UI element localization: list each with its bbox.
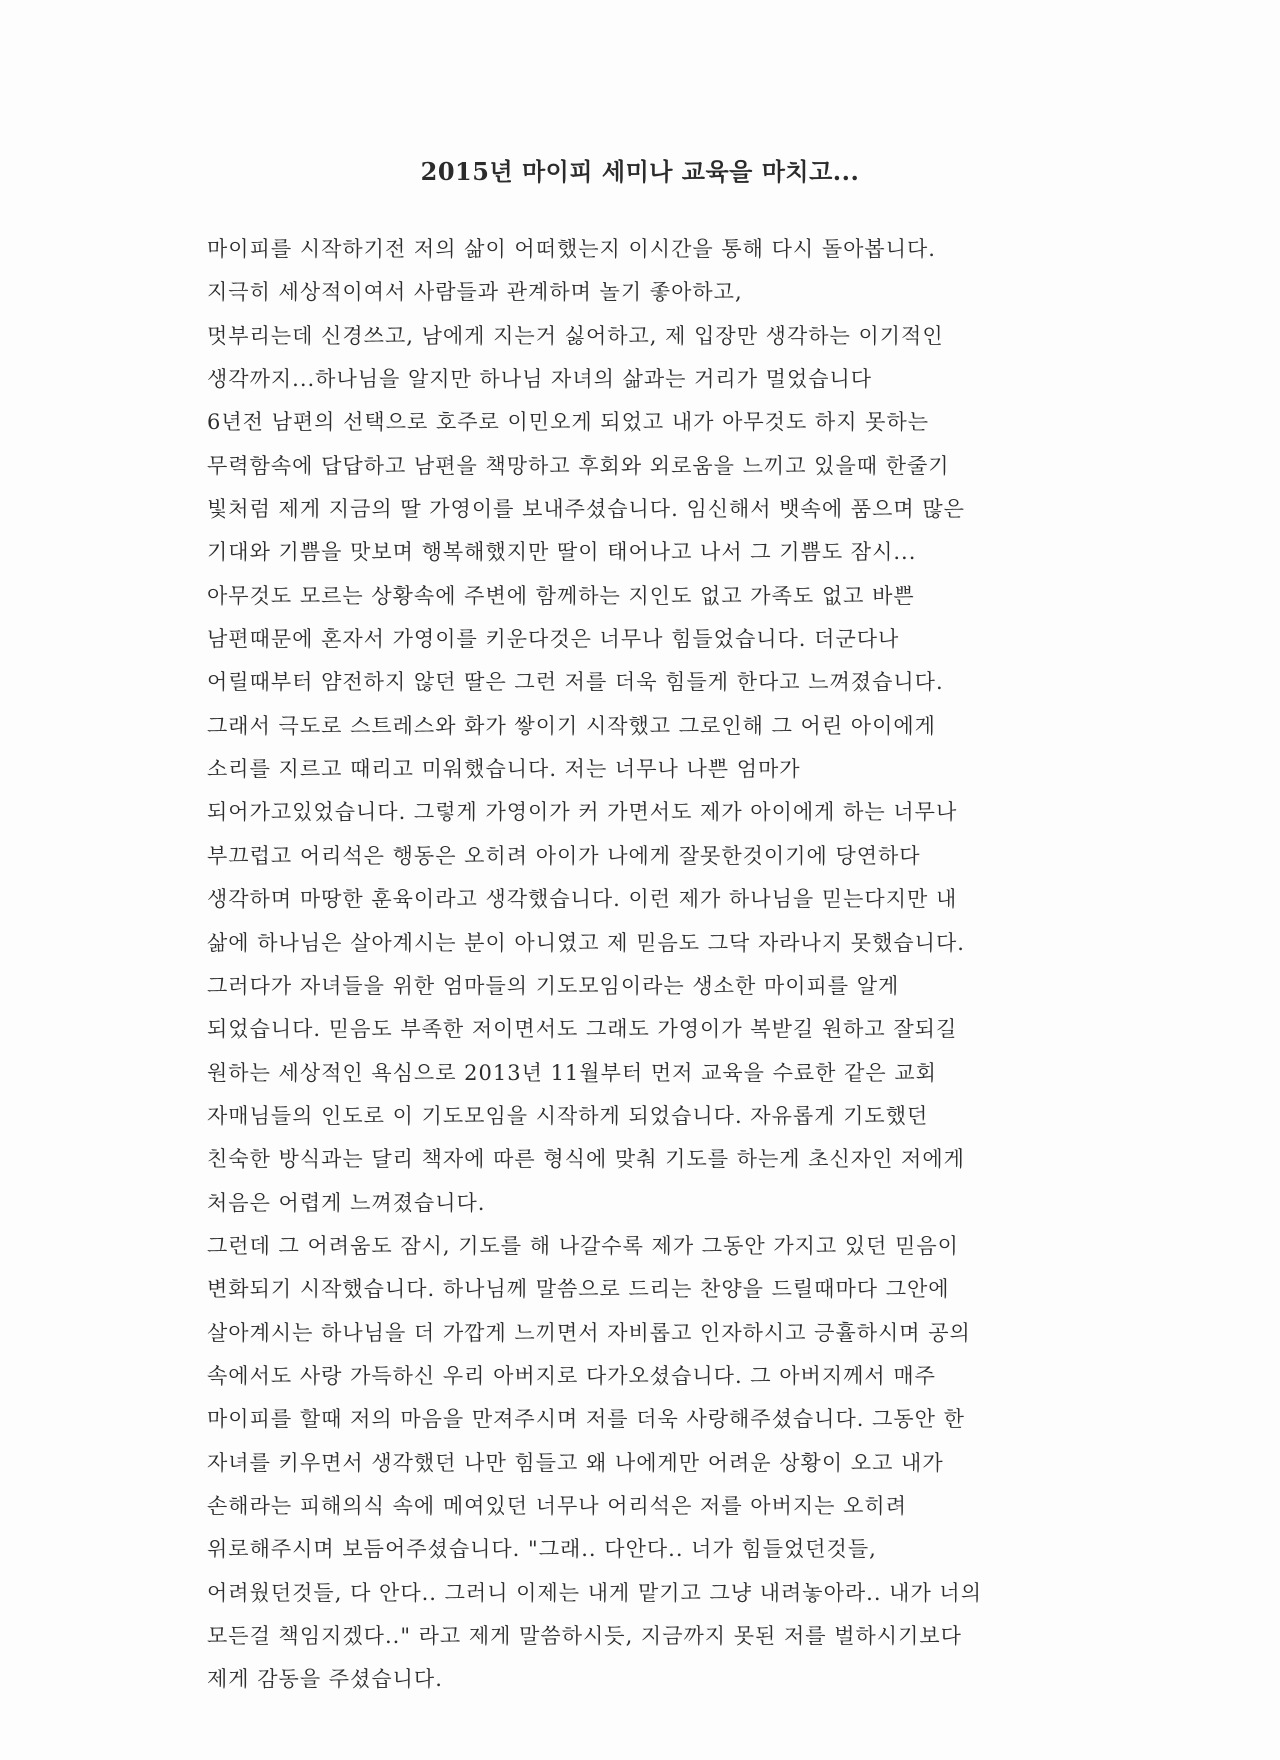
text-line: 되었습니다. 믿음도 부족한 저이면서도 그래도 가영이가 복받길 원하고 잘되길	[207, 1017, 958, 1042]
text-line: 속에서도 사랑 가득하신 우리 아버지로 다가오셨습니다. 그 아버지께서 매주	[207, 1363, 936, 1388]
text-line: 마이피를 할때 저의 마음을 만져주시며 저를 더욱 사랑해주셨습니다. 그동안 한	[207, 1407, 965, 1432]
text-line: 손해라는 피해의식 속에 메여있던 너무나 어리석은 저를 아버지는 오히려	[207, 1493, 907, 1518]
text-line: 생각하며 마땅한 훈육이라고 생각했습니다. 이런 제가 하나님을 믿는다지만 내	[207, 887, 958, 912]
text-line: 남편때문에 혼자서 가영이를 키운다것은 너무나 힘들었습니다. 더군다나	[207, 627, 900, 652]
text-line: 마이피를 시작하기전 저의 삶이 어떠했는지 이시간을 통해 다시 돌아봅니다.	[207, 237, 936, 261]
text-line: 친숙한 방식과는 달리 책자에 따른 형식에 맞춰 기도를 하는게 초신자인 저에게	[207, 1147, 965, 1172]
text-line: 모든걸 책임지겠다.." 라고 제게 말씀하시듯, 지금까지 못된 저를 벌하시기보다	[207, 1624, 962, 1648]
text-line: 아무것도 모르는 상황속에 주변에 함께하는 지인도 없고 가족도 없고 바쁜	[207, 583, 915, 608]
text-line: 제게 감동을 주셨습니다.	[207, 1667, 443, 1692]
text-line: 처음은 어렵게 느껴졌습니다.	[207, 1190, 486, 1215]
document-body	[207, 228, 1107, 1702]
text-line: 자매님들의 인도로 이 기도모임을 시작하게 되었습니다. 자유롭게 기도했던	[207, 1103, 929, 1128]
text-line: 소리를 지르고 때리고 미워했습니다. 저는 너무나 나쁜 엄마가	[207, 757, 801, 782]
text-line: 살아계시는 하나님을 더 가깝게 느끼면서 자비롭고 인자하시고 긍휼하시며 공의	[207, 1320, 971, 1345]
text-line: 그러다가 자녀들을 위한 엄마들의 기도모임이라는 생소한 마이피를 알게	[207, 973, 900, 998]
text-line: 자녀를 키우면서 생각했던 나만 힘들고 왜 나에게만 어려운 상황이 오고 내가	[207, 1450, 944, 1475]
text-line: 변화되기 시작했습니다. 하나님께 말씀으로 드리는 찬양을 드릴때마다 그안에	[207, 1277, 950, 1302]
text-line: 어려웠던것들, 다 안다.. 그러니 이제는 내게 맡기고 그냥 내려놓아라.. 내가 너의	[207, 1580, 982, 1605]
text-line: 어릴때부터 얌전하지 않던 딸은 그런 저를 더욱 힘들게 한다고 느껴졌습니다.	[207, 670, 944, 695]
text-line: 생각까지...하나님을 알지만 하나님 자녀의 삶과는 거리가 멀었습니다	[207, 367, 873, 392]
text-line: 원하는 세상적인 욕심으로 2013년 11월부터 먼저 교육을 수료한 같은 교회	[207, 1060, 937, 1085]
text-line: 무력함속에 답답하고 남편을 책망하고 후회와 외로움을 느끼고 있을때 한줄기	[207, 453, 950, 478]
text-line: 기대와 기쁨을 맛보며 행복해했지만 딸이 태어나고 나서 그 기쁨도 잠시...	[207, 540, 917, 565]
text-line: 되어가고있었습니다. 그렇게 가영이가 커 가면서도 제가 아이에게 하는 너무나	[207, 800, 958, 825]
text-line: 빛처럼 제게 지금의 딸 가영이를 보내주셨습니다. 임신해서 뱃속에 품으며 많은	[207, 497, 965, 522]
text-line: 멋부리는데 신경쓰고, 남에게 지는거 싫어하고, 제 입장만 생각하는 이기적인	[207, 323, 944, 348]
text-line: 그런데 그 어려움도 잠시, 기도를 해 나갈수록 제가 그동안 가지고 있던 믿음이	[207, 1233, 959, 1258]
text-line: 위로해주시며 보듬어주셨습니다. "그래.. 다안다.. 너가 힘들었던것들,	[207, 1537, 877, 1562]
text-line: 6년전 남편의 선택으로 호주로 이민오게 되었고 내가 아무것도 하지 못하는	[207, 410, 930, 435]
text-line: 삶에 하나님은 살아계시는 분이 아니였고 제 믿음도 그닥 자라나지 못했습니다.	[207, 930, 965, 955]
document-title: 2015년 마이피 세미나 교육을 마치고...	[420, 157, 860, 186]
text-line: 부끄럽고 어리석은 행동은 오히려 아이가 나에게 잘못한것이기에 당연하다	[207, 843, 921, 868]
text-line: 그래서 극도로 스트레스와 화가 쌓이기 시작했고 그로인해 그 어린 아이에게	[207, 713, 936, 738]
text-line: 지극히 세상적이여서 사람들과 관계하며 놀기 좋아하고,	[207, 280, 743, 305]
